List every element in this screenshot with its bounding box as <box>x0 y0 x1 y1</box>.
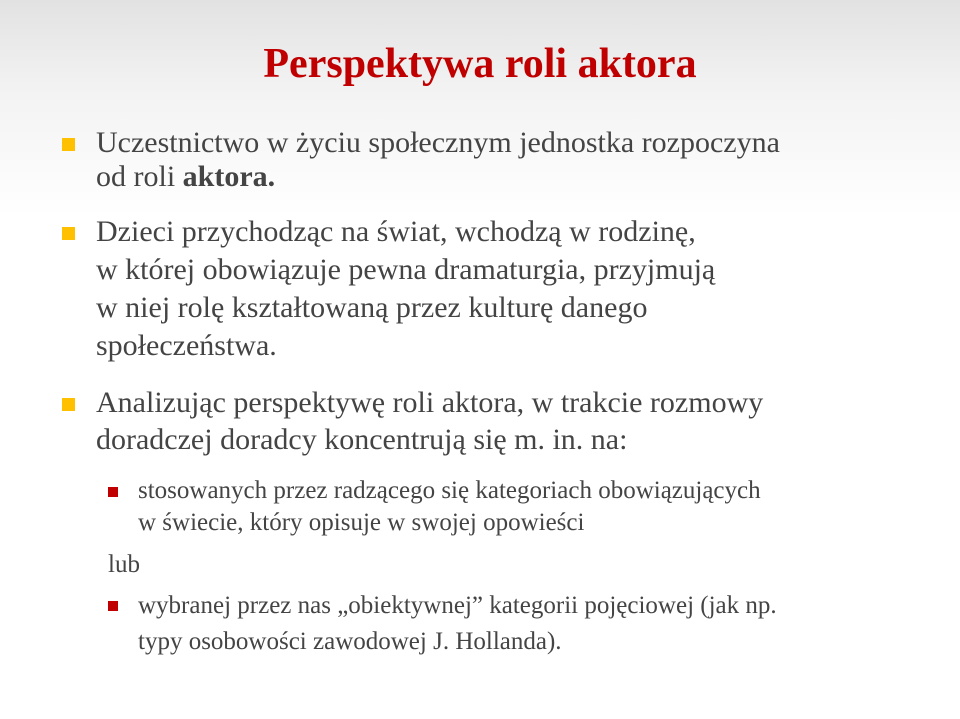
sub-bullet-line: wybranej przez nas „obiektywnej” kategorii pojęciowej (jak np. <box>138 592 777 619</box>
bullet-line: w której obowiązuje pewna dramaturgia, przyjmują <box>96 253 716 286</box>
square-bullet-icon <box>62 138 75 151</box>
square-bullet-icon <box>62 227 75 240</box>
square-sub-bullet-icon <box>108 487 118 497</box>
bullet-line: Uczestnictwo w życiu społecznym jednostka rozpoczyna <box>96 126 780 159</box>
sub-bullet-line: stosowanych przez radzącego się kategoriach obowiązujących <box>138 477 761 504</box>
square-sub-bullet-icon <box>108 601 118 611</box>
bullet-line: w niej rolę kształtowaną przez kulturę danego <box>96 291 648 324</box>
bullet-line: społeczeństwa. <box>96 329 277 362</box>
bullet-line: doradczej doradcy koncentrują się m. in. na: <box>96 423 628 456</box>
slide-title: Perspektywa roli aktora <box>263 41 697 87</box>
square-bullet-icon <box>62 398 75 411</box>
bullet-line: Dzieci przychodząc na świat, wchodzą w rodzinę, <box>96 215 696 248</box>
bullet-line-text: od roli <box>96 160 183 193</box>
bullet-line <box>96 161 275 193</box>
bullet-line: Analizując perspektywę roli aktora, w trakcie rozmowy <box>96 386 764 419</box>
sub-bullet-line: typy osobowości zawodowej J. Hollanda). <box>138 628 562 655</box>
sub-bullet-line: w świecie, który opisuje w swojej opowieści <box>138 509 585 536</box>
bold-term: aktora. <box>182 160 276 193</box>
connector-text: lub <box>108 551 140 578</box>
